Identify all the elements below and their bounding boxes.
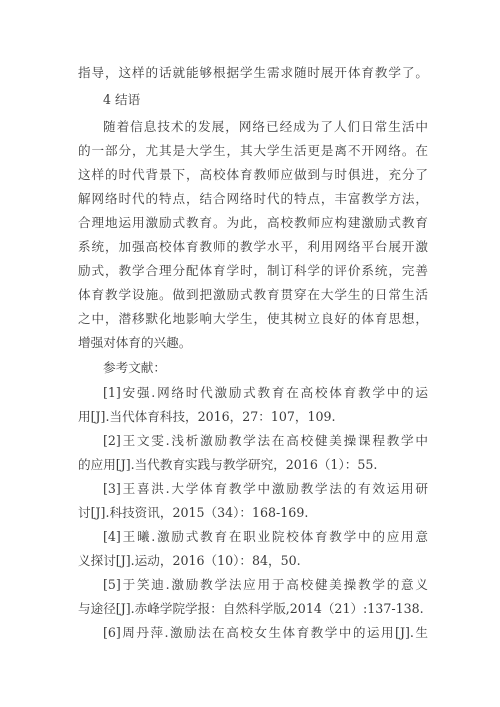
reference-line: [3]王喜洪.大学体育教学中激励教学法的有效运用研 [103,481,428,496]
reference-line: [4]王曦.激励式教育在职业院校体育教学中的应用意 [103,529,428,544]
reference-line: [2]王文雯.浅析激励教学法在高校健美操课程教学中 [103,433,428,448]
body-line: 励式，教学合理分配体育学时，制订科学的评价系统，完善 [78,263,428,278]
body-line: 的一部分，尤其是大学生，其大学生活更是离不开网络。在 [78,143,428,158]
reference-line: [1]安强.网络时代激励式教育在高校体育教学中的运 [103,385,428,400]
section-heading: 4 结语 [103,92,141,107]
body-line: 这样的时代背景下，高校体育教师应做到与时俱进，充分了 [78,167,428,182]
body-line: 随着信息技术的发展，网络已经成为了人们日常生活中 [103,119,428,134]
reference-line: 义探讨[J].运动，2016（10）：84，50. [78,553,301,568]
body-line: 系统，加强高校体育教师的教学水平，利用网络平台展开激 [78,239,428,254]
reference-line: 的应用[J].当代教育实践与教学研究，2016（1）：55. [78,457,378,472]
reference-line: 讨[J].科技资讯，2015（34）：168-169. [78,505,309,520]
reference-line: 与途径[J].赤峰学院学报：自然科学版,2014（21）:137-138. [78,601,424,616]
body-line: 之中，潜移默化地影响大学生，使其树立良好的体育思想， [78,311,428,326]
body-line: 增强对体育的兴趣。 [78,335,192,350]
reference-line: 用[J].当代体育科技，2016，27：107，109. [78,409,336,424]
reference-line: [6]周丹萍.激励法在高校女生体育教学中的运用[J].生 [103,625,428,640]
body-line: 体育教学设施。做到把激励式教育贯穿在大学生的日常生活 [78,287,428,302]
references-heading: 参考文献： [103,360,166,375]
body-line: 解网络时代的特点，结合网络时代的特点，丰富教学方法， [78,191,428,206]
body-line: 合理地运用激励式教育。为此，高校教师应构建激励式教育 [78,215,428,230]
reference-line: [5]于笑迪.激励教学法应用于高校健美操教学的意义 [103,577,428,592]
intro-line: 指导，这样的话就能够根据学生需求随时展开体育教学了。 [78,65,428,80]
